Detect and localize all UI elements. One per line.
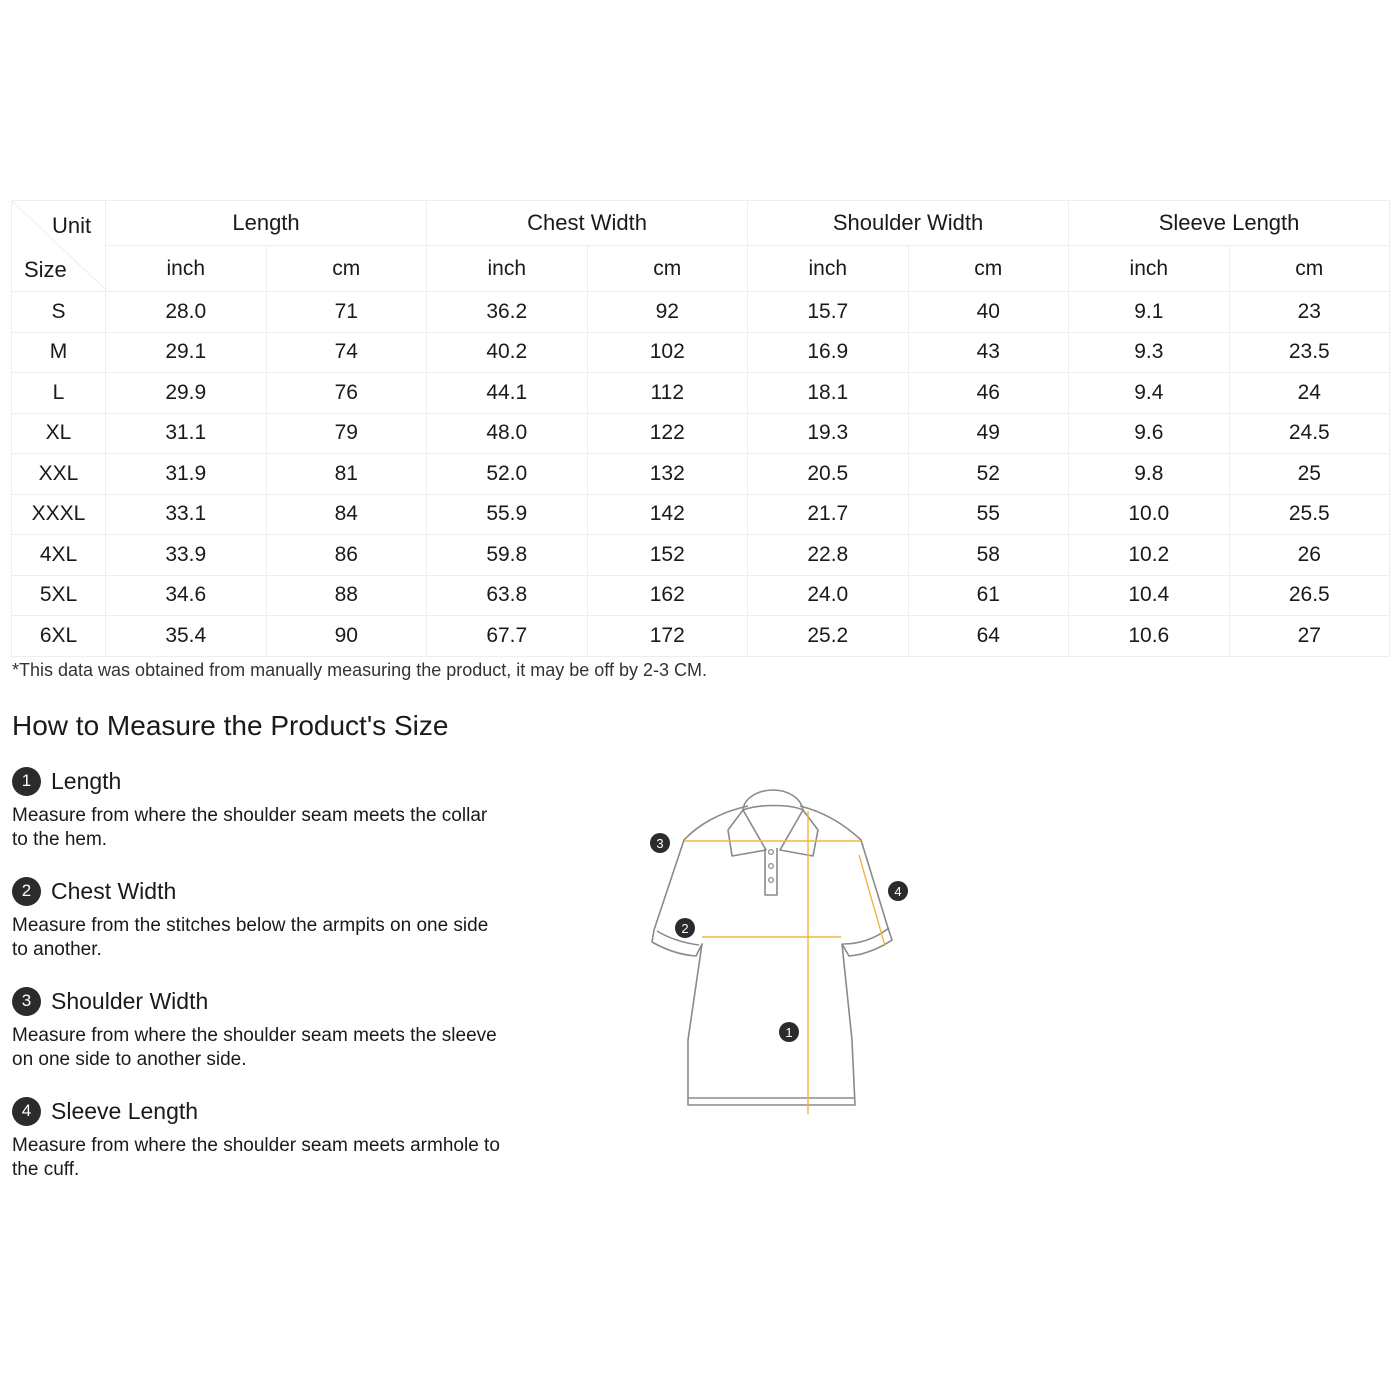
value-cell: 23 — [1229, 292, 1390, 333]
step-sleeve-length — [12, 1095, 502, 1205]
value-cell: 79 — [266, 413, 427, 454]
value-cell: 49 — [908, 413, 1069, 454]
placket — [765, 848, 777, 895]
value-cell: 27 — [1229, 616, 1390, 657]
size-cell: XXXL — [12, 494, 106, 535]
value-cell: 10.0 — [1069, 494, 1230, 535]
value-cell: 112 — [587, 373, 748, 414]
marker-2-label: 2 — [681, 921, 689, 936]
measure-steps — [12, 765, 502, 1205]
button — [769, 864, 774, 869]
value-cell: 52 — [908, 454, 1069, 495]
size-cell: 5XL — [12, 575, 106, 616]
value-cell: 86 — [266, 535, 427, 576]
value-cell: 9.3 — [1069, 332, 1230, 373]
unit-label: Unit — [52, 213, 92, 238]
value-cell: 48.0 — [427, 413, 588, 454]
value-cell: 9.1 — [1069, 292, 1230, 333]
size-cell: 6XL — [12, 616, 106, 657]
table-row — [12, 494, 1390, 535]
table-row — [12, 292, 1390, 333]
step-description: Measure from the stitches below the armpits on one side to another. — [12, 915, 489, 960]
size-cell: XXL — [12, 454, 106, 495]
marker-4-label: 4 — [894, 884, 902, 899]
value-cell: 40 — [908, 292, 1069, 333]
marker-3-label: 3 — [656, 836, 664, 851]
value-cell: 172 — [587, 616, 748, 657]
value-cell: 40.2 — [427, 332, 588, 373]
size-cell: M — [12, 332, 106, 373]
value-cell: 58 — [908, 535, 1069, 576]
button — [769, 850, 774, 855]
table-row — [12, 413, 1390, 454]
value-cell: 10.4 — [1069, 575, 1230, 616]
value-cell: 18.1 — [748, 373, 909, 414]
value-cell: 59.8 — [427, 535, 588, 576]
step-shoulder-width — [12, 985, 502, 1095]
collar-left-flap — [728, 810, 766, 856]
value-cell: 24.0 — [748, 575, 909, 616]
value-cell: 20.5 — [748, 454, 909, 495]
size-cell: S — [12, 292, 106, 333]
value-cell: 29.1 — [106, 332, 267, 373]
unit-header: cm — [1229, 246, 1390, 292]
value-cell: 46 — [908, 373, 1069, 414]
value-cell: 44.1 — [427, 373, 588, 414]
value-cell: 88 — [266, 575, 427, 616]
step-title: Shoulder Width — [51, 987, 209, 1014]
value-cell: 132 — [587, 454, 748, 495]
howto-title: How to Measure the Product's Size — [12, 710, 449, 741]
value-cell: 55 — [908, 494, 1069, 535]
value-cell: 55.9 — [427, 494, 588, 535]
value-cell: 31.9 — [106, 454, 267, 495]
collar-band — [743, 790, 803, 810]
number-4-badge-icon: 4 — [12, 1097, 41, 1126]
value-cell: 102 — [587, 332, 748, 373]
marker-1-label: 1 — [785, 1025, 793, 1040]
unit-header: cm — [908, 246, 1069, 292]
measurement-footnote: *This data was obtained from manually measuring the product, it may be off by 2-3 CM. — [12, 660, 708, 680]
number-1-badge-icon: 1 — [12, 767, 41, 796]
value-cell: 25.5 — [1229, 494, 1390, 535]
unit-size-corner-cell — [12, 201, 106, 292]
value-cell: 63.8 — [427, 575, 588, 616]
value-cell: 162 — [587, 575, 748, 616]
value-cell: 16.9 — [748, 332, 909, 373]
value-cell: 15.7 — [748, 292, 909, 333]
step-title: Chest Width — [51, 877, 177, 904]
size-cell: 4XL — [12, 535, 106, 576]
value-cell: 24.5 — [1229, 413, 1390, 454]
table-row — [12, 575, 1390, 616]
size-cell: L — [12, 373, 106, 414]
polo-shirt-diagram-icon — [640, 780, 930, 1130]
shirt-outline — [652, 806, 892, 1105]
value-cell: 76 — [266, 373, 427, 414]
size-chart-table — [11, 200, 1390, 657]
number-2-badge-icon: 2 — [12, 877, 41, 906]
step-description: Measure from where the shoulder seam meets armhole to the cuff. — [12, 1135, 500, 1180]
collar-right-flap — [780, 810, 818, 856]
value-cell: 71 — [266, 292, 427, 333]
value-cell: 61 — [908, 575, 1069, 616]
value-cell: 25.2 — [748, 616, 909, 657]
value-cell: 28.0 — [106, 292, 267, 333]
value-cell: 26 — [1229, 535, 1390, 576]
value-cell: 74 — [266, 332, 427, 373]
value-cell: 23.5 — [1229, 332, 1390, 373]
unit-header: inch — [106, 246, 267, 292]
value-cell: 29.9 — [106, 373, 267, 414]
unit-header: cm — [266, 246, 427, 292]
value-cell: 9.6 — [1069, 413, 1230, 454]
value-cell: 21.7 — [748, 494, 909, 535]
table-row — [12, 454, 1390, 495]
value-cell: 142 — [587, 494, 748, 535]
value-cell: 10.6 — [1069, 616, 1230, 657]
unit-header: cm — [587, 246, 748, 292]
value-cell: 52.0 — [427, 454, 588, 495]
group-header-sleeve-length: Sleeve Length — [1069, 201, 1390, 246]
step-chest-width — [12, 875, 502, 985]
value-cell: 64 — [908, 616, 1069, 657]
group-header-length: Length — [106, 201, 427, 246]
size-cell: XL — [12, 413, 106, 454]
value-cell: 81 — [266, 454, 427, 495]
value-cell: 31.1 — [106, 413, 267, 454]
value-cell: 34.6 — [106, 575, 267, 616]
value-cell: 9.4 — [1069, 373, 1230, 414]
value-cell: 9.8 — [1069, 454, 1230, 495]
value-cell: 10.2 — [1069, 535, 1230, 576]
value-cell: 33.9 — [106, 535, 267, 576]
sleeve-measure-line — [859, 855, 885, 946]
value-cell: 152 — [587, 535, 748, 576]
value-cell: 33.1 — [106, 494, 267, 535]
group-header-shoulder-width: Shoulder Width — [748, 201, 1069, 246]
step-title: Length — [51, 767, 122, 794]
table-row — [12, 535, 1390, 576]
value-cell: 19.3 — [748, 413, 909, 454]
value-cell: 67.7 — [427, 616, 588, 657]
value-cell: 122 — [587, 413, 748, 454]
button — [769, 878, 774, 883]
value-cell: 26.5 — [1229, 575, 1390, 616]
value-cell: 25 — [1229, 454, 1390, 495]
step-description: Measure from where the shoulder seam meets the sleeve on one side to another side. — [12, 1025, 497, 1070]
value-cell: 84 — [266, 494, 427, 535]
step-length — [12, 765, 502, 875]
value-cell: 36.2 — [427, 292, 588, 333]
unit-header: inch — [427, 246, 588, 292]
value-cell: 90 — [266, 616, 427, 657]
value-cell: 92 — [587, 292, 748, 333]
step-description: Measure from where the shoulder seam meets the collar to the hem. — [12, 805, 488, 850]
value-cell: 35.4 — [106, 616, 267, 657]
size-label: Size — [24, 257, 67, 282]
unit-header: inch — [1069, 246, 1230, 292]
table-row — [12, 616, 1390, 657]
group-header-chest-width: Chest Width — [427, 201, 748, 246]
step-title: Sleeve Length — [51, 1097, 199, 1124]
size-rows — [12, 292, 1390, 657]
value-cell: 24 — [1229, 373, 1390, 414]
unit-header: inch — [748, 246, 909, 292]
value-cell: 43 — [908, 332, 1069, 373]
table-row — [12, 373, 1390, 414]
table-row — [12, 332, 1390, 373]
value-cell: 22.8 — [748, 535, 909, 576]
number-3-badge-icon: 3 — [12, 987, 41, 1016]
